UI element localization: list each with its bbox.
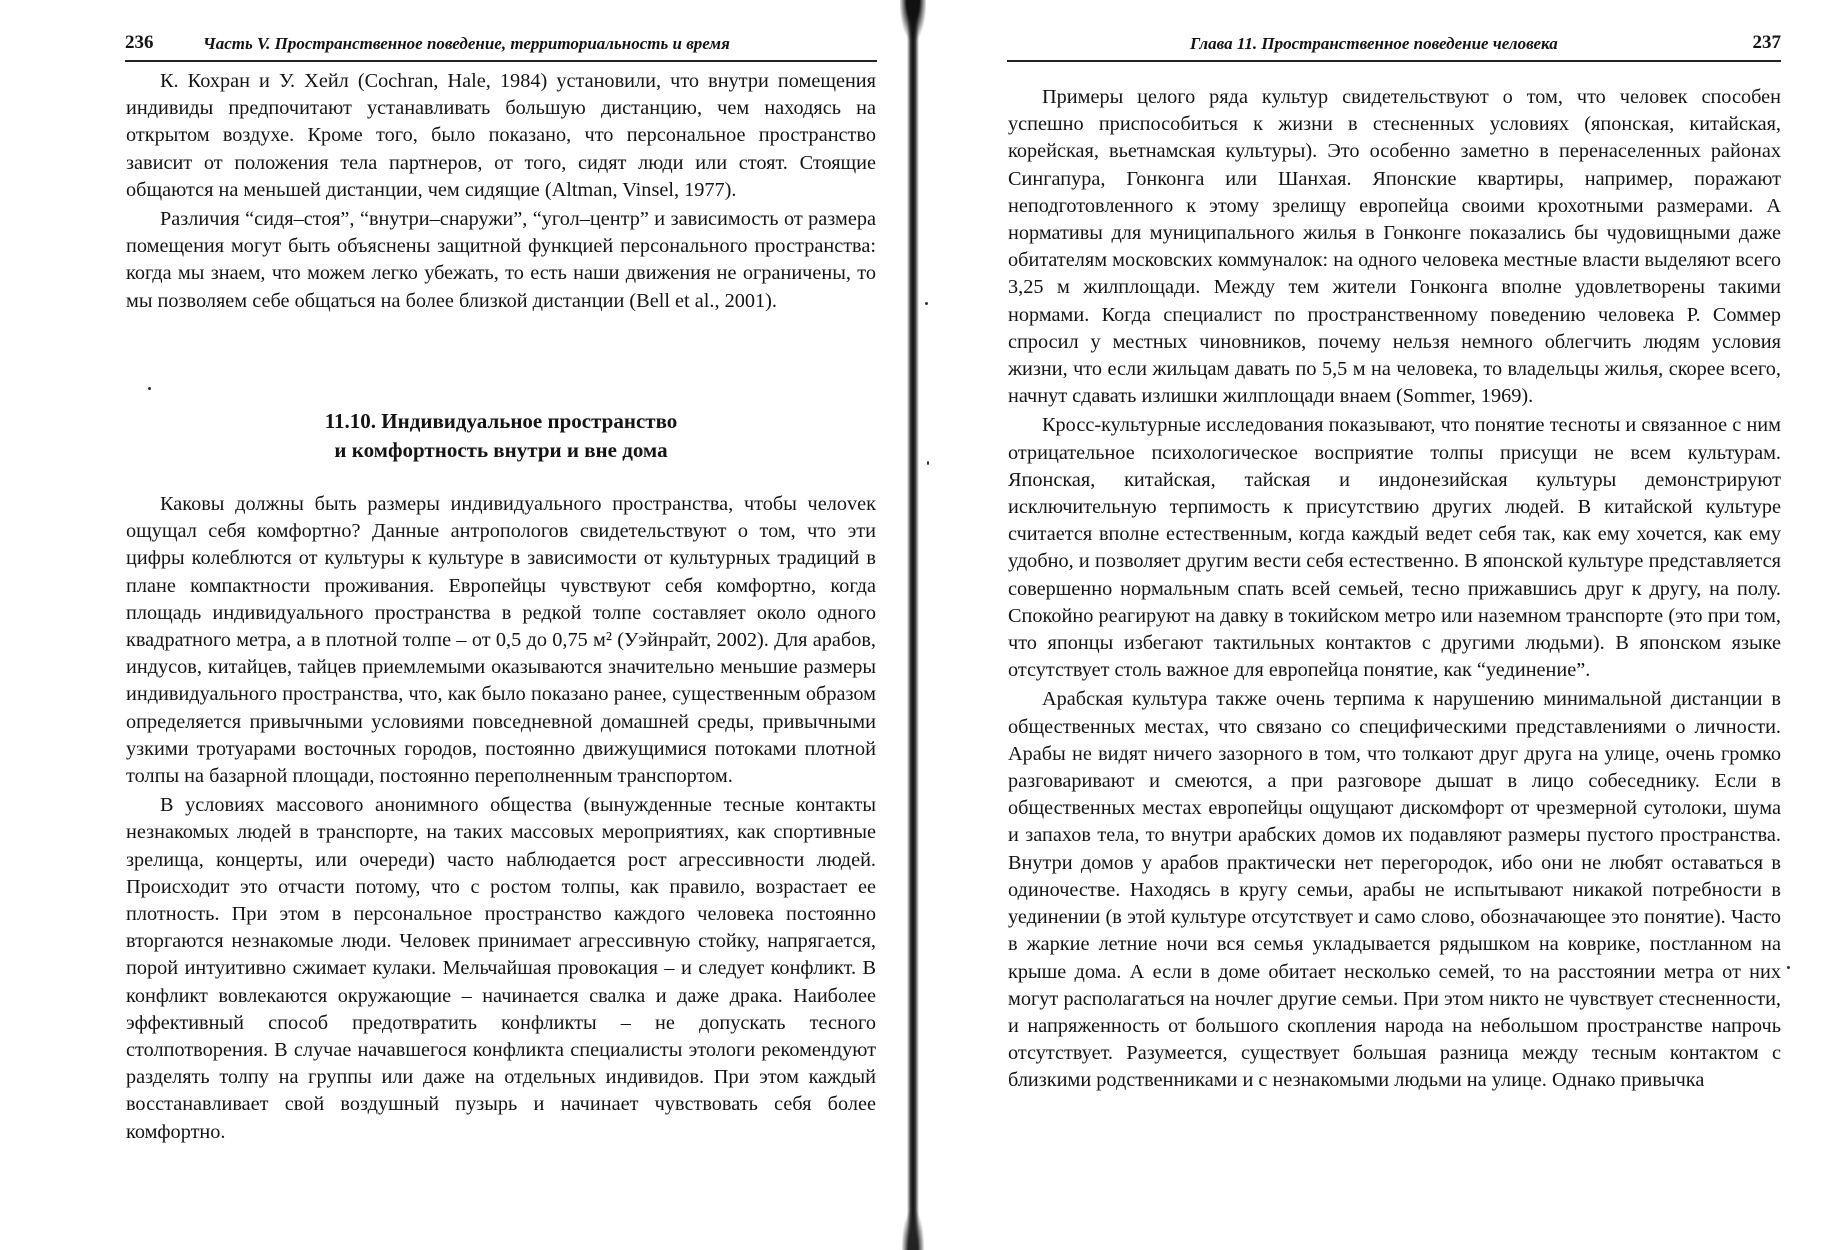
- left-running-title: Часть V. Пространственное поведение, территориальность и время: [203, 34, 730, 53]
- paragraph: К. Кохран и У. Хейл (Cochran, Hale, 1984) установили, что внутри помещения индивиды предпочитают устанавливать большую дистанцию, чем находясь на открытом воздухе. Кроме того, было показано, что персональное пространство зависит от положения тела партнеров, от того, сидят люди или стоят. Стоящие общаются на меньшей дистанции, чем сидящие (Altman, Vinsel, 1977).: [126, 70, 876, 201]
- paragraph: Каковы должны быть размеры индивидуального пространства, чтобы челоvек ощущал себя комфортно? Данные антропологов свидетельствуют о том, что эти цифры колеблются от культуры к культуре в зависимости от культурных традиций в плане компактности проживания. Европейцы чувствуют себя комфортно, когда площадь индивидуального пространства в редкой толпе составляет около одного квадратного метра, а в плотной толпе – от 0,5 до 0,75 м² (Уэйнрайт, 2002). Для арабов, индусов, китайцев, тайцев приемлемыми оказываются значительно меньшие размеры индивидуального пространства, что, как было показано ранее, существенным образом определяется привычными условиями повседневной домашней среды, привычными узкими тротуарами восточных городов, постоянно движущимися потоками плотной толпы на базарной площади, постоянно переполненным транспортом.: [126, 493, 876, 788]
- left-body-top: [126, 68, 876, 317]
- left-body-bottom: [126, 491, 876, 1148]
- paragraph: Кросс-культурные исследования показывают, что понятие тесноты и связанное с ним отрицательное психологическое восприятие толпы присущи не всем культурам. Японская, китайская, тайская и индонезийская культуры демонстрируют исключительную терпимость к присутствию других людей. В китайской культуре считается вполне естественным, когда каждый ведет себя так, как ему хочется, как ему удобно, и позволяет другим вести себя естественно. В японской культуре представляется совершенно нормальным спать всей семьей, тесно прижавшись друг к другу, на полу. Спокойно реагируют на давку в токийском метро или наземном транспорте (это при том, что японцы избегают тактильных контактов с другими людьми). В японском языке отсутствует столь важное для европейца понятие, как “уединение”.: [1008, 414, 1781, 682]
- paragraph: В условиях массового анонимного общества (вынужденные тесные контакты незнакомых людей в транспорте, на таких массовых мероприятиях, как спортивные зрелища, концерты, или очереди) часто наблюдается рост агрессивности людей. Происходит это отчасти потому, что с ростом толпы, как правило, возрастает ее плотность. При этом в персональное пространство каждого человека постоянно вторгаются незнакомые люди. Человек принимает агрессивную стойку, напрягается, порой интуитивно сжимает кулаки. Мельчайшая провокация – и следует конфликт. В конфликт вовлекаются окружающие – начинается свалка и даже драка. Наиболее эффективный способ предотвратить конфликты – не допускать тесного столпотворения. В случае начавшегося конфликта специалисты этологи рекомендуют разделять толпу на группы или даже на отдельных индивидов. При этом каждый восстанавливает свой воздушный пузырь и начинает чувствовать себя более комфортно.: [126, 794, 876, 1143]
- left-running-header: [125, 30, 877, 62]
- left-page-number: 236: [125, 32, 154, 53]
- right-running-title: Глава 11. Пространственное поведение человека: [1190, 34, 1558, 53]
- paragraph: Примеры целого ряда культур свидетельствуют о том, что человек способен успешно приспособиться к жизни в стесненных условиях (японская, китайская, корейская, вьетнамская культуры). Это особенно заметно в перенаселенных районах Сингапура, Гонконга или Шанхая. Японские квартиры, например, поражают неподготовленного к этому зрелищу европейца своими крохотными размерами. А нормативы для муниципального жилья в Гонконге показались бы чудовищными даже обитателям московских коммуналок: на одного человека местные власти выделяют всего 3,25 м жилплощади. Между тем жители Гонконга вполне удовлетворены такими нормами. Когда специалист по пространственному поведению человека Р. Соммер спросил у местных чиновников, почему нельзя немного облегчить людям условия жизни, что если жильцам давать по 5,5 м на человека, то владельцы жилья, скорее всего, начнут сдавать излишки жилплощади внаем (Sommer, 1969).: [1008, 86, 1781, 408]
- left-page: [0, 0, 915, 1250]
- section-heading: [126, 407, 876, 465]
- paragraph: Различия “сидя–стоя”, “внутри–снаружи”, “угол–центр” и зависимость от размера помещения могут быть объяснены защитной функцией персонального пространства: когда мы знаем, что можем легко убежать, то есть наши движения не ограничены, то мы позволяем себе общаться на более близкой дистанции (Bell et al., 2001).: [126, 208, 876, 312]
- section-heading-line: 11.10. Индивидуальное пространство: [324, 409, 678, 433]
- right-page: [915, 0, 1831, 1250]
- right-running-header: [1007, 30, 1781, 62]
- scan-speck: [148, 387, 151, 390]
- section-heading-line: и комфортность внутри и вне дома: [334, 438, 668, 462]
- right-page-number: 237: [1752, 32, 1781, 53]
- paragraph: Арабская культура также очень терпима к нарушению минимальной дистанции в общественных местах, что связано со специфическими представлениями о личности. Арабы не видят ничего зазорного в том, что толкают друг друга на улице, очень громко разговаривают и смеются, а при разговоре дышат в лицо собеседнику. Если в общественных местах европейцы ощущают дискомфорт от чрезмерной сутолоки, шума и запахов тела, то внутри арабских домов их подавляют размеры пустого пространства. Внутри домов у арабов практически нет перегородок, ибо они не любят оставаться в одиночестве. Находясь в кругу семьи, арабы не испытывают никакой потребности в уединении (в этой культуре отсутствует и само слово, обозначающее это понятие). Часто в жаркие летние ночи вся семья укладывается рядышком на коврике, постланном на крыше дома. А если в доме обитает несколько семей, то на расстоянии метра от них могут располагаться на ночлег другие семьи. При этом никто не чувствует стесненности, и напряженность от большого скопления народа на небольшом пространстве напрочь отсутствует. Разумеется, существует большая разница между тесным контактом с близкими родственниками и с незнакомыми людьми на улице. Однако привычка: [1008, 688, 1781, 1092]
- right-body: [1008, 84, 1781, 1097]
